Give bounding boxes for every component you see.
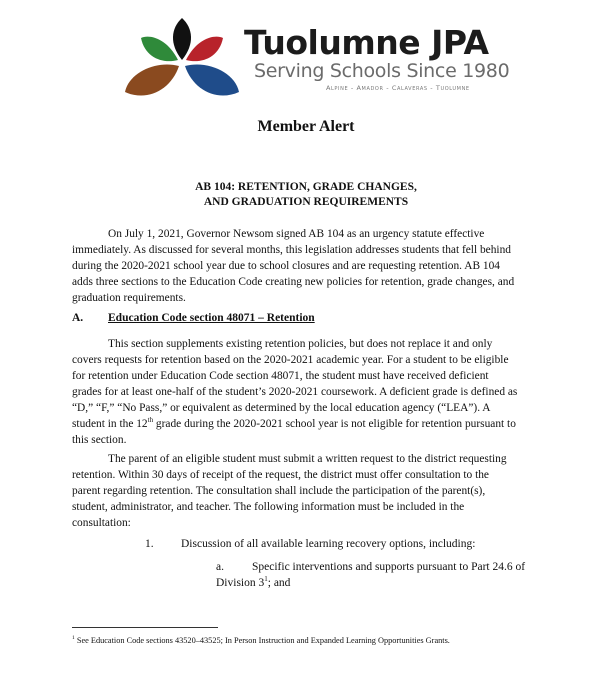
para1-line-5: “D,” “F,” “No Pass,” or equivalent as determined by the local education agency (“LEA”). A (72, 402, 491, 414)
para2-line-3: parent regarding retention. The consultation shall include the participation of the parent(s), (72, 485, 486, 497)
intro-line-1: On July 1, 2021, Governor Newsom signed AB 104 as an urgency statute effective (108, 228, 485, 240)
para1-line-6-end: grade during the 2020-2021 school year is not eligible for retention pursuant to (153, 418, 516, 430)
intro-line-2: immediately. As discussed for several months, this legislation addresses students that fell behind (72, 244, 511, 256)
document-title-line-1: AB 104: RETENTION, GRADE CHANGES, (195, 181, 417, 193)
footnote-marker: 1 (72, 635, 75, 642)
list-item-1-text: Discussion of all available learning recovery options, including: (181, 538, 476, 550)
list-item-a-text-1: Specific interventions and supports pursuant to Part 24.6 of (252, 561, 526, 573)
para1-line-2: covers requests for retention based on the 2020-2021 academic year. For a student to be eligible (72, 354, 509, 366)
intro-line-3: during the 2020-2021 school year due to school closures and are requesting retention. AB 104 (72, 260, 500, 272)
tuolumne-jpa-logo-icon (123, 16, 241, 106)
para1-line-3: for retention under Education Code section 48071, the student must have received deficient (72, 370, 489, 382)
intro-line-5: graduation requirements. (72, 292, 186, 304)
list-letter: a. (216, 561, 224, 573)
footnote (72, 635, 450, 646)
document-title-line-2: AND GRADUATION REQUIREMENTS (203, 196, 409, 208)
footnote-reference[interactable]: 1 (264, 575, 268, 584)
para2-line-4: student, administrator, and teacher. The following information must be included in the (72, 501, 465, 513)
list-number: 1. (145, 538, 154, 550)
intro-line-4: adds three sections to the Education Code creating new policies for retention, grade changes, and (72, 276, 515, 288)
list-item-a (216, 559, 525, 591)
list-item-a-text-2: Division 3 (216, 577, 265, 589)
para2-line-5: consultation: (72, 517, 131, 529)
section-letter: A. (72, 312, 84, 324)
para1-line-7: this section. (72, 434, 127, 446)
list-item-a-line-1 (216, 559, 525, 575)
para1-line-6-start: student in the 12 (72, 418, 148, 430)
footnote-text: See Education Code sections 43520–43525; In Person Instruction and Expanded Learning Opportunities Grants. (74, 636, 450, 645)
para2-line-2: retention. Within 30 days of receipt of the request, the district must offer consultation to the (72, 469, 489, 481)
para1-line-4: grades for at least one-half of the student’s 2020-2021 coursework. A deficient grade is defined as (72, 386, 518, 398)
section-a-heading (72, 310, 315, 326)
list-item-a-text-3: ; and (267, 577, 291, 589)
para1-line-6 (72, 416, 540, 432)
organization-tagline: Serving Schools Since 1980 (254, 60, 510, 82)
organization-name: Tuolumne JPA (244, 23, 489, 62)
organization-counties: Alpine - Amador - Calaveras - Tuolumne (326, 84, 470, 92)
para2-line-1: The parent of an eligible student must submit a written request to the district requesting (108, 453, 507, 465)
intro-paragraph (72, 226, 540, 306)
ordinal-superscript: th (147, 416, 154, 425)
alert-title: Member Alert (257, 118, 355, 135)
retention-eligibility-paragraph (72, 336, 540, 448)
retention-request-paragraph (72, 451, 540, 531)
document-title (0, 180, 612, 210)
list-item-a-line-2 (216, 575, 525, 591)
para1-line-1: This section supplements existing retention policies, but does not replace it and only (108, 338, 493, 350)
section-heading-text: Education Code section 48071 – Retention (108, 312, 315, 324)
list-item-1 (145, 536, 475, 552)
footnote-divider (72, 627, 218, 628)
